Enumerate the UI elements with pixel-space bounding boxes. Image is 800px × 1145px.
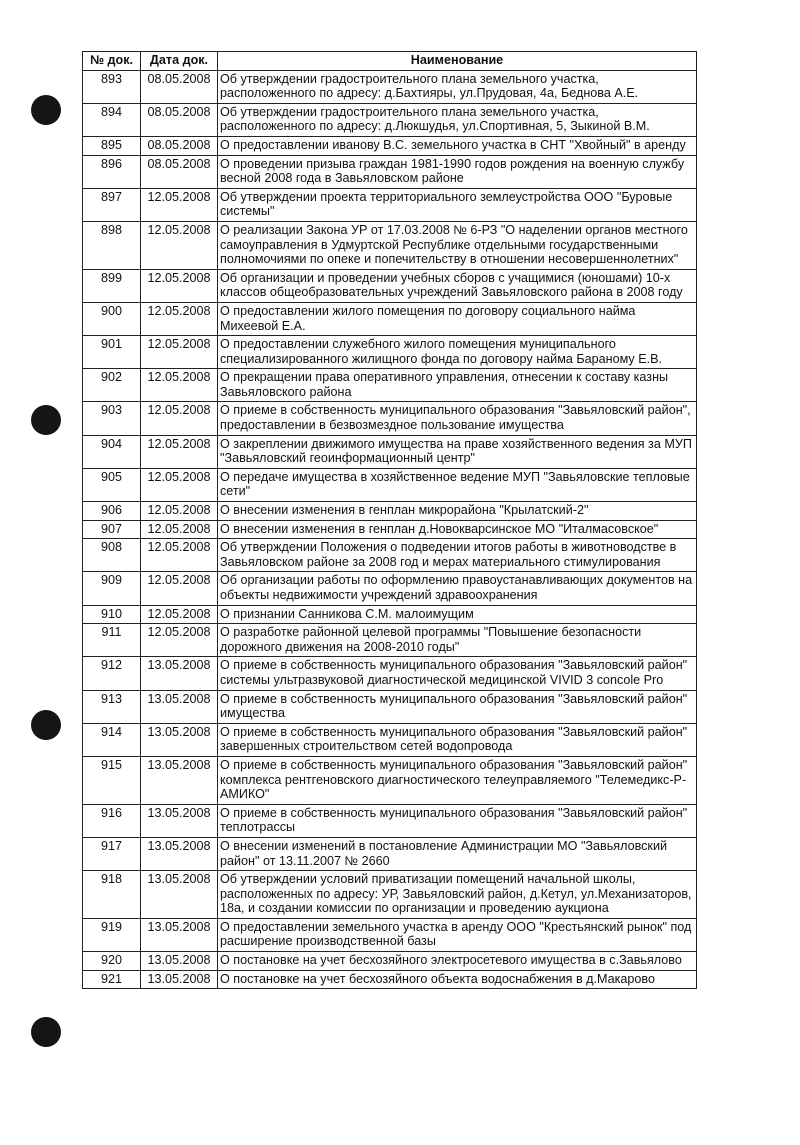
doc-title-cell: О приеме в собственность муниципального образования "Завьяловский район", предоставлении в безвозмездное пользование имущества	[218, 402, 697, 435]
table-row	[83, 871, 697, 919]
doc-title-cell: О предоставлении служебного жилого помещения муниципального специализированного жилищного фонда по договору найма Бараному Е.В.	[218, 336, 697, 369]
table-row	[83, 302, 697, 335]
doc-date-cell: 12.05.2008	[141, 221, 218, 269]
doc-number-cell: 916	[83, 804, 141, 837]
doc-title-cell: О закреплении движимого имущества на праве хозяйственного ведения за МУП "Завьяловский геоинформационный центр"	[218, 435, 697, 468]
doc-title-cell: Об утверждении градостроительного плана земельного участка, расположенного по адресу: д.Люкшудья, ул.Спортивная, 5, Зыкиной В.М.	[218, 103, 697, 136]
doc-number-cell: 908	[83, 539, 141, 572]
doc-date-cell: 12.05.2008	[141, 336, 218, 369]
table-row	[83, 269, 697, 302]
doc-date-cell: 13.05.2008	[141, 970, 218, 989]
doc-number-cell: 895	[83, 136, 141, 155]
doc-number-cell: 917	[83, 837, 141, 870]
doc-title-cell: О разработке районной целевой программы "Повышение безопасности дорожного движения на 2008-2010 годы"	[218, 624, 697, 657]
doc-title-cell: Об организации и проведении учебных сборов с учащимися (юношами) 10-х классов общеобразовательных учреждений Завьяловского района в 2008 году	[218, 269, 697, 302]
doc-date-cell: 12.05.2008	[141, 502, 218, 521]
table-row	[83, 402, 697, 435]
doc-title-cell: О предоставлении иванову В.С. земельного участка в СНТ "Хвойный" в аренду	[218, 136, 697, 155]
doc-date-cell: 13.05.2008	[141, 952, 218, 971]
doc-title-cell: Об организации работы по оформлению правоустанавливающих документов на объекты недвижимости учреждений здравоохранения	[218, 572, 697, 605]
table-row	[83, 539, 697, 572]
table-row	[83, 605, 697, 624]
doc-number-cell: 896	[83, 155, 141, 188]
header-doc-title: Наименование	[218, 52, 697, 71]
doc-number-cell: 918	[83, 871, 141, 919]
doc-date-cell: 13.05.2008	[141, 837, 218, 870]
table-row	[83, 918, 697, 951]
doc-number-cell: 913	[83, 690, 141, 723]
binder-hole	[31, 405, 61, 435]
doc-date-cell: 13.05.2008	[141, 804, 218, 837]
doc-number-cell: 907	[83, 520, 141, 539]
doc-date-cell: 12.05.2008	[141, 402, 218, 435]
table-row	[83, 502, 697, 521]
table-row	[83, 336, 697, 369]
doc-number-cell: 899	[83, 269, 141, 302]
doc-date-cell: 13.05.2008	[141, 918, 218, 951]
doc-number-cell: 915	[83, 756, 141, 804]
doc-title-cell: Об утверждении градостроительного плана земельного участка, расположенного по адресу: д.Бахтияры, ул.Прудовая, 4а, Беднова А.Е.	[218, 70, 697, 103]
doc-title-cell: О постановке на учет бесхозяйного электросетевого имущества в с.Завьялово	[218, 952, 697, 971]
documents-table	[82, 51, 697, 989]
table-row	[83, 690, 697, 723]
binder-hole	[31, 95, 61, 125]
table-row	[83, 657, 697, 690]
doc-number-cell: 904	[83, 435, 141, 468]
doc-title-cell: О внесении изменения в генплан д.Новокварсинское МО "Италмасовское"	[218, 520, 697, 539]
table-row	[83, 970, 697, 989]
doc-number-cell: 912	[83, 657, 141, 690]
header-doc-date: Дата док.	[141, 52, 218, 71]
doc-date-cell: 13.05.2008	[141, 690, 218, 723]
doc-title-cell: О приеме в собственность муниципального образования "Завьяловский район" завершенных строительством сетей водопровода	[218, 723, 697, 756]
doc-date-cell: 08.05.2008	[141, 103, 218, 136]
doc-title-cell: О проведении призыва граждан 1981-1990 годов рождения на военную службу весной 2008 года в Завьяловском районе	[218, 155, 697, 188]
table-row	[83, 136, 697, 155]
doc-number-cell: 900	[83, 302, 141, 335]
table-row	[83, 756, 697, 804]
doc-title-cell: Об утверждении проекта территориального землеустройства ООО "Буровые системы"	[218, 188, 697, 221]
doc-number-cell: 919	[83, 918, 141, 951]
doc-title-cell: О внесении изменения в генплан микрорайона "Крылатский-2"	[218, 502, 697, 521]
binder-hole	[31, 1017, 61, 1047]
table-row	[83, 103, 697, 136]
doc-number-cell: 921	[83, 970, 141, 989]
doc-number-cell: 898	[83, 221, 141, 269]
doc-number-cell: 911	[83, 624, 141, 657]
doc-date-cell: 12.05.2008	[141, 468, 218, 501]
doc-date-cell: 12.05.2008	[141, 369, 218, 402]
doc-date-cell: 12.05.2008	[141, 302, 218, 335]
doc-date-cell: 13.05.2008	[141, 723, 218, 756]
table-row	[83, 188, 697, 221]
doc-title-cell: О приеме в собственность муниципального образования "Завьяловский район" комплекса рентгеновского диагностического телеуправляемого "Телемедикс-Р-АМИКО"	[218, 756, 697, 804]
doc-date-cell: 13.05.2008	[141, 756, 218, 804]
doc-title-cell: О прекращении права оперативного управления, отнесении к составу казны Завьяловского района	[218, 369, 697, 402]
doc-number-cell: 902	[83, 369, 141, 402]
doc-date-cell: 08.05.2008	[141, 70, 218, 103]
table-row	[83, 572, 697, 605]
doc-title-cell: О передаче имущества в хозяйственное ведение МУП "Завьяловские тепловые сети"	[218, 468, 697, 501]
doc-date-cell: 12.05.2008	[141, 539, 218, 572]
doc-title-cell: О приеме в собственность муниципального образования "Завьяловский район" теплотрассы	[218, 804, 697, 837]
table-row	[83, 804, 697, 837]
doc-date-cell: 08.05.2008	[141, 155, 218, 188]
table-row	[83, 520, 697, 539]
doc-number-cell: 909	[83, 572, 141, 605]
doc-title-cell: О приеме в собственность муниципального образования "Завьяловский район" системы ультразвуковой диагностической медицинской VIVID 3 concole Pro	[218, 657, 697, 690]
doc-title-cell: О реализации Закона УР от 17.03.2008 № 6-РЗ "О наделении органов местного самоуправления в Удмуртской Республике отдельными государственными полномочиями по опеке и попечительству в отношении несовершеннолетних"	[218, 221, 697, 269]
doc-date-cell: 08.05.2008	[141, 136, 218, 155]
doc-date-cell: 12.05.2008	[141, 624, 218, 657]
header-doc-number: № док.	[83, 52, 141, 71]
doc-date-cell: 12.05.2008	[141, 435, 218, 468]
doc-title-cell: О предоставлении земельного участка в аренду ООО "Крестьянский рынок" под расширение производственной базы	[218, 918, 697, 951]
doc-date-cell: 12.05.2008	[141, 572, 218, 605]
doc-number-cell: 897	[83, 188, 141, 221]
doc-date-cell: 13.05.2008	[141, 657, 218, 690]
doc-number-cell: 903	[83, 402, 141, 435]
doc-number-cell: 906	[83, 502, 141, 521]
doc-number-cell: 920	[83, 952, 141, 971]
doc-title-cell: О предоставлении жилого помещения по договору социального найма Михеевой Е.А.	[218, 302, 697, 335]
table-row	[83, 435, 697, 468]
table-row	[83, 155, 697, 188]
doc-title-cell: Об утверждении Положения о подведении итогов работы в животноводстве в Завьяловском районе за 2008 год и мерах материального стимулирования	[218, 539, 697, 572]
table-header-row	[83, 52, 697, 71]
doc-date-cell: 13.05.2008	[141, 871, 218, 919]
doc-date-cell: 12.05.2008	[141, 520, 218, 539]
doc-title-cell: О приеме в собственность муниципального образования "Завьяловский район" имущества	[218, 690, 697, 723]
doc-date-cell: 12.05.2008	[141, 188, 218, 221]
table-row	[83, 221, 697, 269]
table-row	[83, 837, 697, 870]
doc-number-cell: 893	[83, 70, 141, 103]
doc-title-cell: О постановке на учет бесхозяйного объекта водоснабжения в д.Макарово	[218, 970, 697, 989]
doc-number-cell: 894	[83, 103, 141, 136]
binder-hole	[31, 710, 61, 740]
doc-title-cell: О внесении изменений в постановление Администрации МО "Завьяловский район" от 13.11.2007 № 2660	[218, 837, 697, 870]
table-row	[83, 952, 697, 971]
doc-title-cell: Об утверждении условий приватизации помещений начальной школы, расположенных по адресу: УР, Завьяловский район, д.Кетул, ул.Механизаторов, 18а, и создании комиссии по организации и проведению аукциона	[218, 871, 697, 919]
doc-number-cell: 901	[83, 336, 141, 369]
table-row	[83, 70, 697, 103]
doc-number-cell: 910	[83, 605, 141, 624]
doc-date-cell: 12.05.2008	[141, 605, 218, 624]
doc-number-cell: 905	[83, 468, 141, 501]
doc-number-cell: 914	[83, 723, 141, 756]
doc-date-cell: 12.05.2008	[141, 269, 218, 302]
table-row	[83, 624, 697, 657]
table-row	[83, 468, 697, 501]
table-row	[83, 723, 697, 756]
table-row	[83, 369, 697, 402]
doc-title-cell: О признании Санникова С.М. малоимущим	[218, 605, 697, 624]
